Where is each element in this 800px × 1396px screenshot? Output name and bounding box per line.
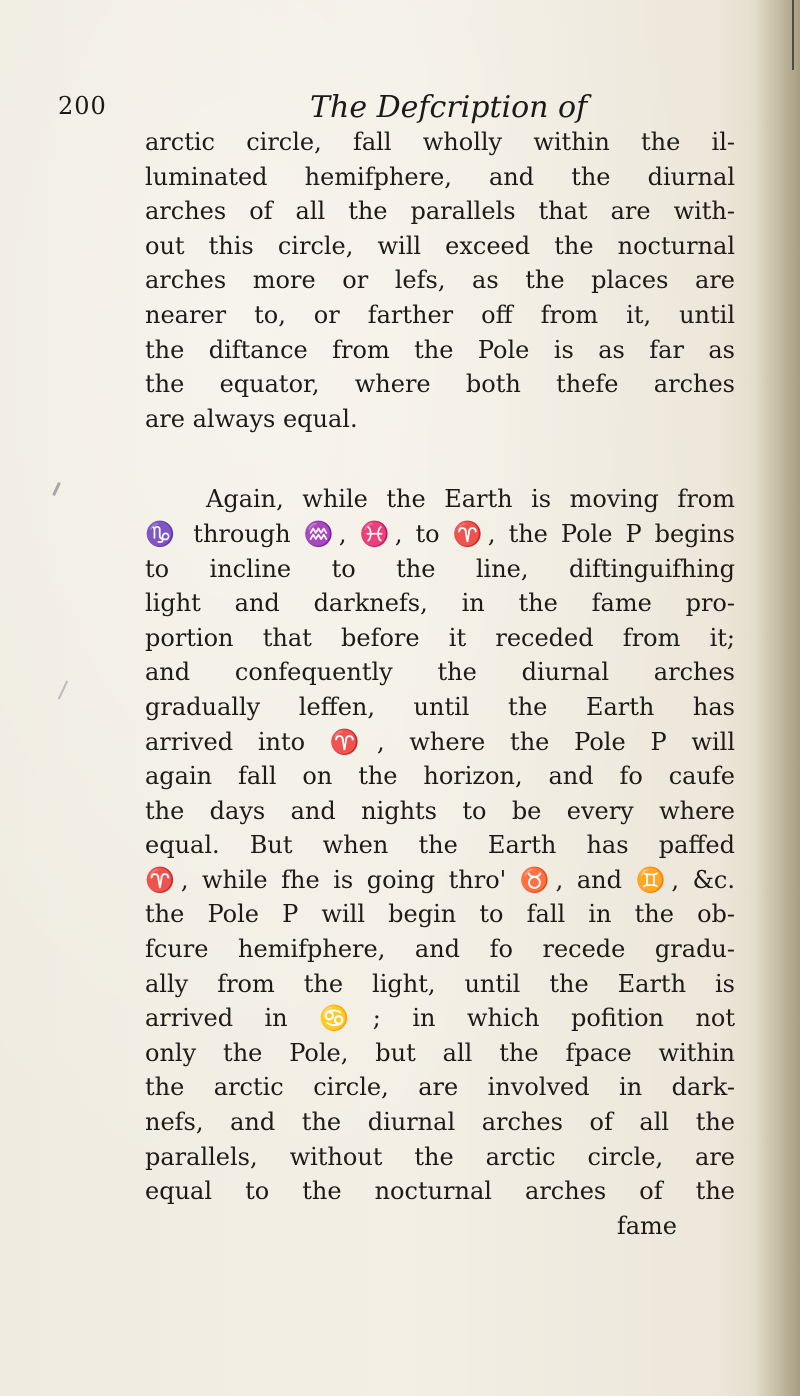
page-number: 200 [58, 92, 107, 120]
text-line: only the Pole, but all the fpace within [145, 1038, 735, 1067]
text-line: and confequently the diurnal arches [145, 658, 735, 687]
text-line: arrived into ♈, where the Pole P will [145, 727, 735, 756]
text-line: parallels, without the arctic circle, are [145, 1142, 735, 1171]
paragraph-gap [145, 436, 735, 482]
text-line: equal to the nocturnal arches of the [145, 1177, 735, 1206]
text-line: fcure hemifphere, and fo recede gradu- [145, 935, 735, 964]
text-line: ♑ through ♒, ♓, to ♈, the Pole P begins [145, 519, 735, 548]
body-text [145, 125, 735, 1243]
text-line: nefs, and the diurnal arches of all the [145, 1108, 735, 1137]
text-line: arctic circle, fall wholly within the il- [145, 128, 735, 156]
catchword: fame [616, 1211, 677, 1240]
text-line: arrived in ♋; in which pofition not [145, 1004, 735, 1033]
text-line: gradually leffen, until the Earth has [145, 692, 735, 721]
text-line: the equator, where both thefe arches [145, 370, 735, 399]
text-line: equal. But when the Earth has paffed [145, 831, 735, 860]
text-line: the diftance from the Pole is as far as [145, 335, 735, 364]
text-line: arches more or lefs, as the places are [145, 266, 735, 295]
text-line: Again, while the Earth is moving from [206, 485, 735, 514]
text-line: ♈, while fhe is going thro' ♉, and ♊, &c. [145, 865, 735, 894]
text-line: portion that before it receded from it; [145, 623, 735, 652]
binding-shadow [754, 0, 800, 1396]
margin-mark [52, 482, 61, 496]
text-line: the arctic circle, are involved in dark- [145, 1073, 735, 1102]
text-line: to incline to the line, diftinguifhing [145, 554, 735, 583]
text-line: arches of all the parallels that are with- [145, 197, 735, 226]
running-title: The Defcription of [310, 90, 588, 125]
text-line: are always equal. [145, 404, 358, 433]
paragraph-2 [145, 482, 735, 1208]
text-line: again fall on the horizon, and fo caufe [145, 762, 735, 791]
page-edge [792, 0, 794, 70]
text-line: the Pole P will begin to fall in the ob- [145, 900, 735, 929]
text-line: the days and nights to be every where [145, 796, 735, 825]
margin-mark [58, 681, 68, 700]
text-line: light and darknefs, in the fame pro- [145, 589, 735, 618]
text-line: luminated hemifphere, and the diurnal [145, 162, 735, 191]
text-line: out this circle, will exceed the nocturnal [145, 231, 735, 260]
text-line: nearer to, or farther off from it, until [145, 300, 735, 329]
text-line: ally from the light, until the Earth is [145, 969, 735, 998]
paragraph-1 [145, 125, 735, 436]
